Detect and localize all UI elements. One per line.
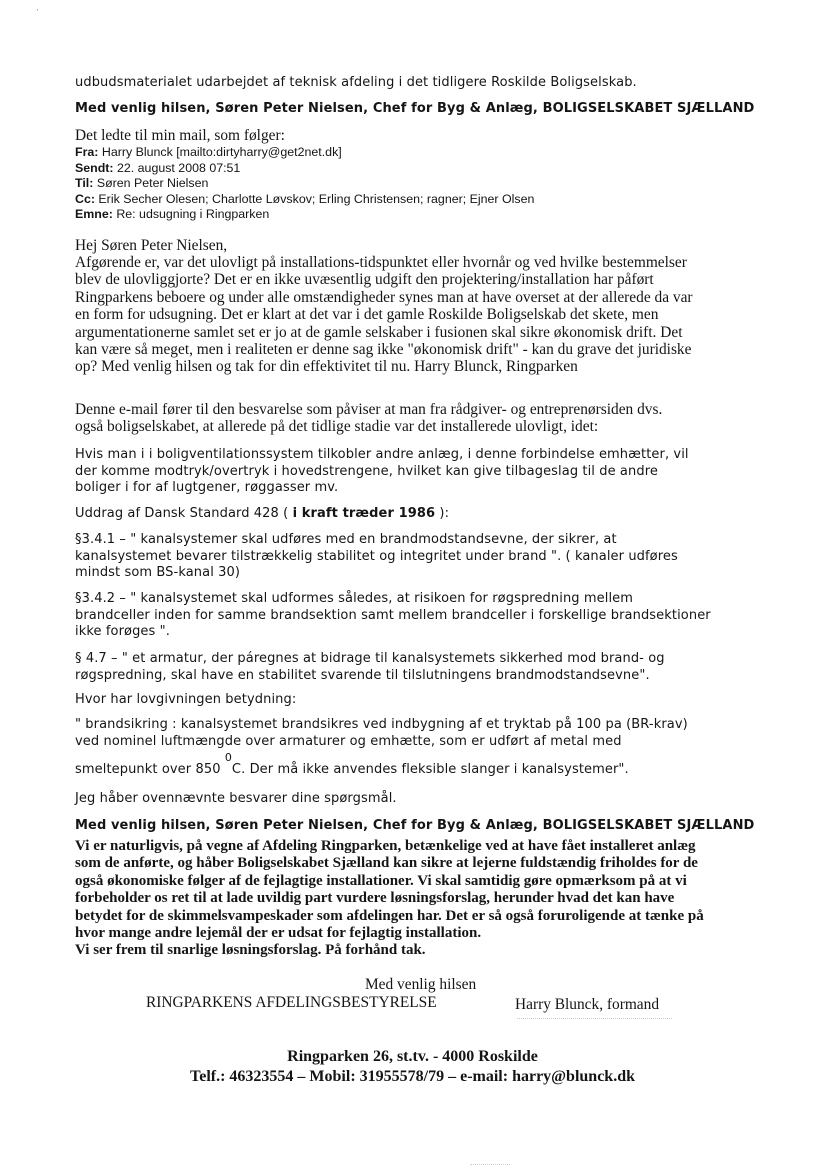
signature-2: Med venlig hilsen, Søren Peter Nielsen, Chef for Byg & Anlæg, BOLIGSELSKABET SJÆLLAND: [75, 818, 755, 833]
regards: Med venlig hilsen: [365, 976, 477, 993]
letter-line: blev de ulovliggjorte? Det er en ikke uvæsentlig udgift den projektering/installation har påført: [75, 271, 654, 289]
degree-superscript: 0: [224, 751, 232, 764]
board-name: RINGPARKENS AFDELINGSBESTYRELSE: [146, 994, 437, 1011]
letter-body: [75, 254, 765, 376]
email-sent: Sendt: 22. august 2008 07:51: [75, 160, 241, 175]
footer-contact: Telf.: 46323554 – Mobil: 31955578/79 – e-mail: harry@blunck.dk: [190, 1068, 635, 1085]
letter-line: kan være så meget, men i realiteten er denne sag ikke "økonomisk drift" - kan du grave det juridiske: [75, 341, 692, 359]
scan-edge: [470, 1164, 510, 1165]
letter-line: en form for udsugning. Det er klart at det var i det gamle Roskilde Boligselskab det skete, men: [75, 306, 659, 324]
para-ventilation: Hvis man i i boligventilationssystem tilkobler andre anlæg, i denne forbindelse emhætter, vil der komme modtryk/overtryk i hovedstrengene, hvilket kan give tilbageslag til de andre boliger i for af lugtgener, røggasser mv.: [75, 447, 689, 495]
letter-line: Ringparkens beboere og under alle omstændigheder synes man at have overset at der allerede da var: [75, 288, 693, 306]
email-cc: Cc: Erik Secher Olesen; Charlotte Løvskov; Erling Christensen; ragner; Ejner Olsen: [75, 191, 535, 206]
hope-line: Jeg håber ovennævnte besvarer dine spørgsmål.: [75, 791, 397, 806]
question: Hvor har lovgivningen betydning:: [75, 692, 297, 707]
top-line: udbudsmaterialet udarbejdet af teknisk afdeling i det tidligere Roskilde Boligselskab.: [75, 75, 637, 90]
greeting: Hej Søren Peter Nielsen,: [75, 237, 228, 254]
email-from: Fra: Harry Blunck [mailto:dirtyharry@get2net.dk]: [75, 145, 342, 159]
letter-line: Afgørende er, var det ulovligt på installations-tidspunktet eller hvornår og ved hvilke bestemmelser: [75, 254, 687, 271]
letter-line: argumentationerne samlet set er jo at de gamle selskaber i fusionen skal sikre økonomisk drift. Det: [75, 323, 683, 341]
section-3-4-2: §3.4.2 – " kanalsystemet skal udformes således, at risikoen for røgspredning mellem brandceller inden for samme brandsektion samt mellem brandceller i forskellige brandsektioner ikke forøges ".: [75, 591, 711, 639]
section-3-4-1: §3.4.1 – " kanalsystemer skal udføres med en brandmodstandsevne, der sikrer, at kanalsystemet bevarer tilstrækkelig stabilitet og integritet under brand ". ( kanaler udføres mindst som BS-kanal 30): [75, 532, 678, 580]
reply-intro-line: også boligselskabet, at allerede på det tidlige stadie var det installerede ulovligt, idet:: [75, 418, 599, 436]
reply-intro-line: Denne e-mail fører til den besvarelse som påviser at man fra rådgiver- og entreprenørsiden dvs.: [75, 401, 663, 418]
signature-1: Med venlig hilsen, Søren Peter Nielsen, Chef for Byg & Anlæg, BOLIGSELSKABET SJÆLLAND: [75, 101, 755, 116]
intro: Det ledte til min mail, som følger:: [75, 127, 285, 144]
scan-speck: ·: [36, 6, 39, 16]
email-header: [75, 145, 765, 223]
section-4-7: § 4.7 – " et armatur, der páregnes at bidrage til kanalsystemets sikkerhed mod brand- og røgspredning, skal have en stabilitet svarende til tilslutningens brandmodstandsevne".: [75, 651, 665, 683]
signature-rule: [517, 1018, 672, 1019]
closing-text: Vi er naturligvis, på vegne af Afdeling Ringparken, betænkelige ved at have fået installeret anlæg som de anførte, og håber Boligselskabet Sjælland kan sikre at lejerne fuldstændig friholdes for de også økonomiske følger af de fejlagtige installationer. Vi skal samtidig gøre opmærksom på at vi forbeholder os ret til at lade uvildig part vurdere løsningsforslag, herunder hvad det kan have betydet for de skimmelsvampeskader som afdelingen har. Det er så også foruroligende at tænke på hvor mange andre lejemål der er udsat for fejlagtig installation. Vi ser frem til snarlige løsningsforslag. På forhånd tak.: [75, 838, 704, 959]
email-subject: Emne: Re: udsugning i Ringparken: [75, 207, 270, 221]
email-to: Til: Søren Peter Nielsen: [75, 176, 209, 190]
standard-line: Uddrag af Dansk Standard 428 ( i kraft træder 1986 ):: [75, 506, 450, 521]
chair-name: Harry Blunck, formand: [515, 996, 660, 1013]
footer-address: Ringparken 26, st.tv. - 4000 Roskilde: [287, 1048, 538, 1065]
letter-line: op? Med venlig hilsen og tak for din effektivitet til nu. Harry Blunck, Ringparken: [75, 358, 578, 376]
reply-intro: [75, 401, 765, 436]
quote: " brandsikring : kanalsystemet brandsikres ved indbygning af et tryktab på 100 pa (BR-krav) ved nominel luftmængde over armaturer og emhætte, som er udført af metal med smeltepunkt over 850 $^0$C. Der må ikke anvendes fleksible slanger i kanalsystemer".: [75, 717, 688, 777]
